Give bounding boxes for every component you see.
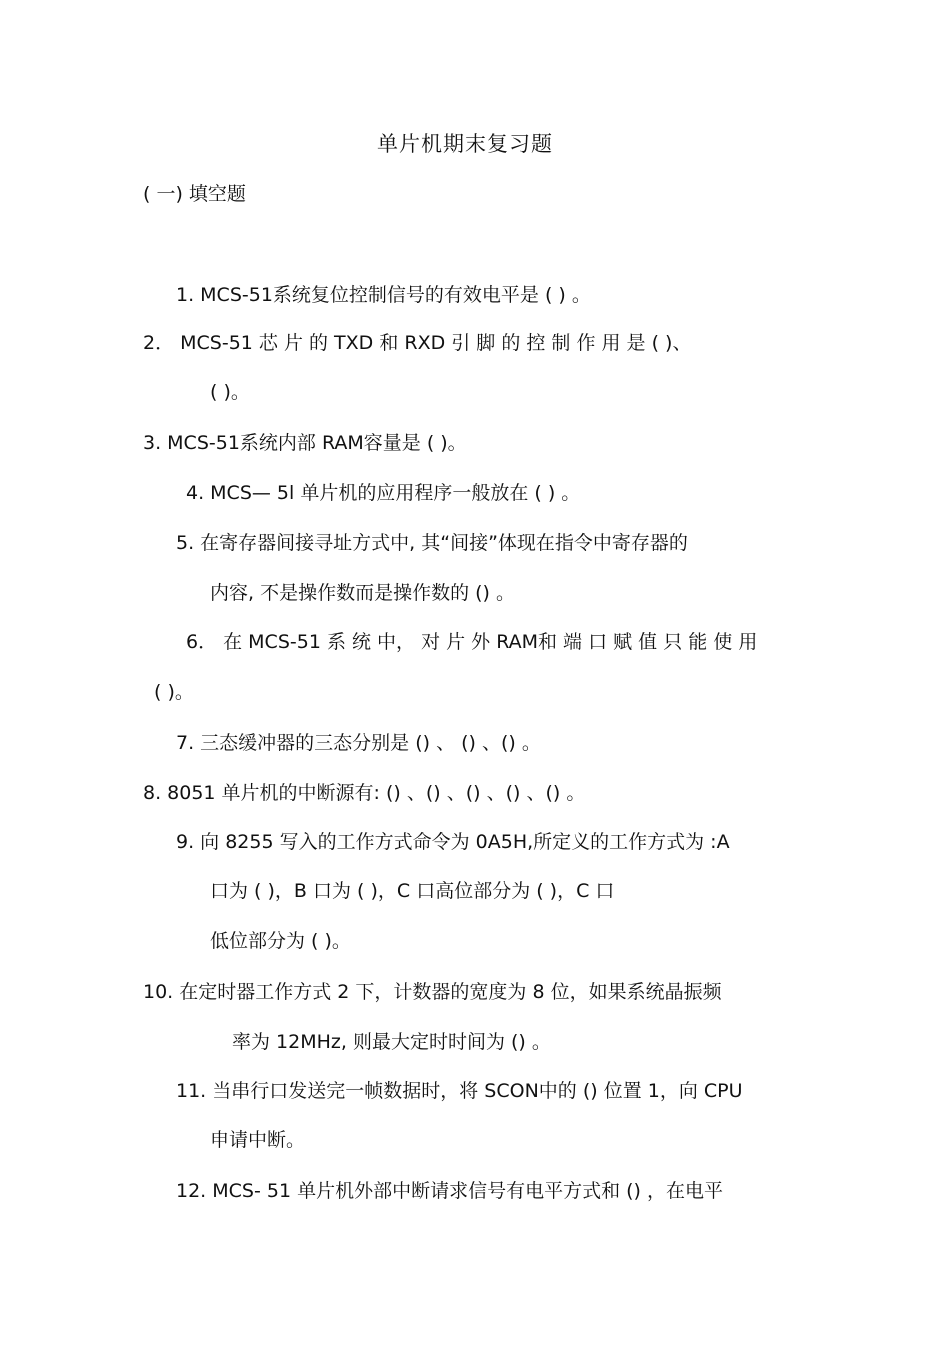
question-5-continuation: 内容, 不是操作数而是操作数的 () 。 xyxy=(210,582,515,604)
question-12: 12. MCS- 51 单片机外部中断请求信号有电平方式和 () ，在电平 xyxy=(176,1180,723,1202)
question-1: 1. MCS-51系统复位控制信号的有效电平是 ( ) 。 xyxy=(176,284,591,306)
question-9-continuation-2: 低位部分为 ( )。 xyxy=(210,930,351,952)
question-11-continuation: 申请中断。 xyxy=(210,1129,306,1151)
question-7: 7. 三态缓冲器的三态分别是 () 、 () 、() 。 xyxy=(176,732,541,754)
question-6-continuation: ( )。 xyxy=(154,681,194,703)
question-9: 9. 向 8255 写入的工作方式命令为 0A5H,所定义的工作方式为 :A xyxy=(176,831,730,853)
question-2: 2． MCS-51 芯 片 的 TXD 和 RXD 引 脚 的 控 制 作 用 是 ( )、 xyxy=(143,332,692,354)
question-10-continuation: 率为 12MHz, 则最大定时时间为 () 。 xyxy=(232,1031,551,1053)
question-9-continuation-1: 口为 ( )，B 口为 ( )，C 口高位部分为 ( )，C 口 xyxy=(210,880,615,902)
question-3: 3. MCS-51系统内部 RAM容量是 ( )。 xyxy=(143,432,467,454)
question-10: 10. 在定时器工作方式 2 下，计数器的宽度为 8 位，如果系统晶振频 xyxy=(143,981,722,1003)
question-6: 6． 在 MCS-51 系 统 中， 对 片 外 RAM和 端 口 赋 值 只 能 使 用 xyxy=(186,631,758,653)
section-heading: ( 一) 填空题 xyxy=(143,183,246,205)
question-8: 8. 8051 单片机的中断源有: () 、() 、() 、() 、() 。 xyxy=(143,782,586,804)
question-5: 5. 在寄存器间接寻址方式中, 其“间接”体现在指令中寄存器的 xyxy=(176,532,688,554)
question-11: 11. 当串行口发送完一帧数据时，将 SCON中的 () 位置 1，向 CPU xyxy=(176,1080,743,1102)
question-4: 4. MCS— 5l 单片机的应用程序一般放在 ( ) 。 xyxy=(186,482,581,504)
document-title: 单片机期末复习题 xyxy=(377,132,553,156)
question-2-continuation: ( )。 xyxy=(210,381,250,403)
